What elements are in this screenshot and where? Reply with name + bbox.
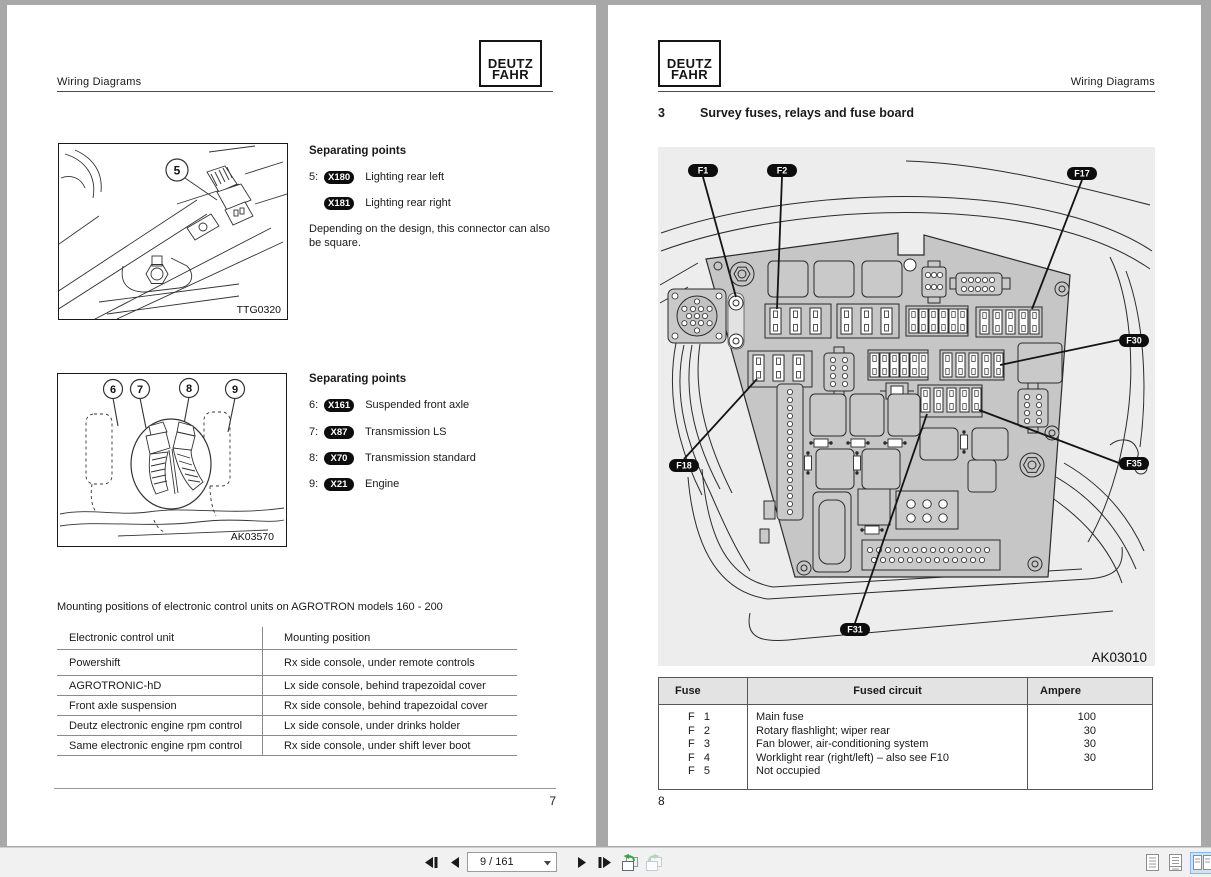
note-text: Depending on the design, this connector can also be square.	[309, 223, 550, 249]
last-page-icon[interactable]	[597, 856, 613, 869]
svg-text:7: 7	[136, 384, 144, 396]
fuse-table-body: F 1 F 2 F 3 F 4 F 5 Main fuse Rotary flashlight; wiper rear Fan blower, air-conditioning system Worklight rear (right/left) – also see F10 Not occupied 100 30 30 30	[659, 705, 1152, 790]
connector-tag: X161	[324, 399, 354, 412]
callout-circles	[104, 379, 245, 399]
table-row: AGROTRONIC-hD Lx side console, behind trapezoidal cover	[57, 676, 517, 696]
figure-caption: AK03570	[230, 531, 274, 543]
facing-pages-layout-icon[interactable]	[1190, 852, 1211, 874]
table-header-row: Electronic control unit Mounting position	[57, 627, 517, 650]
page-number: 8	[658, 794, 665, 808]
figure-separating-points	[57, 373, 287, 547]
svg-text:8: 8	[185, 383, 193, 395]
fuse-table	[658, 677, 1153, 790]
svg-text:F35: F35	[1126, 458, 1142, 469]
section-heading: Survey fuses, relays and fuse board	[700, 106, 914, 120]
section-title: Separating points	[309, 145, 407, 157]
table-title: Mounting positions of electronic control units on AGROTRON models 160 - 200	[57, 601, 443, 613]
single-page-layout-icon[interactable]	[1146, 854, 1160, 872]
document-page-right	[608, 5, 1201, 846]
deutz-fahr-logo: DEUTZ FAHR	[479, 40, 542, 87]
header-rule	[57, 91, 553, 92]
connector-tag: X87	[324, 426, 354, 439]
svg-text:F1: F1	[697, 165, 709, 176]
previous-view-icon[interactable]	[620, 854, 639, 871]
connector-tag: X70	[324, 452, 354, 465]
first-page-icon[interactable]	[424, 856, 440, 869]
continuous-layout-icon[interactable]	[1169, 854, 1183, 872]
previous-page-icon[interactable]	[449, 856, 461, 869]
callout-number: 5	[173, 163, 181, 178]
next-page-icon[interactable]	[576, 856, 588, 869]
connector-tag: X181	[324, 197, 354, 210]
footer-rule	[54, 788, 556, 789]
connector-tag: X21	[324, 478, 354, 491]
separating-point-item: 7: X87 Transmission LS	[309, 426, 447, 438]
section-number: 3	[658, 106, 665, 120]
svg-text:F30: F30	[1126, 335, 1142, 346]
viewer-toolbar	[0, 847, 1211, 877]
figure-connector-location	[58, 143, 288, 320]
separating-point-item: 5: X180 Lighting rear left	[309, 171, 445, 183]
document-page-left	[7, 5, 596, 846]
table-row: Powershift Rx side console, under remote controls	[57, 650, 517, 676]
svg-text:F17: F17	[1074, 168, 1090, 179]
separating-point-item: 9: X21 Engine	[309, 478, 400, 490]
page-indicator: 9 / 161	[480, 856, 514, 868]
running-header: Wiring Diagrams	[57, 76, 142, 88]
running-header: Wiring Diagrams	[1070, 76, 1155, 88]
section-title: Separating points	[309, 373, 407, 385]
figure-caption: TTG0320	[236, 304, 281, 316]
mounting-positions-table	[57, 627, 517, 756]
connector-tag: X180	[324, 171, 354, 184]
separating-point-item: 6: X161 Suspended front axle	[309, 399, 470, 411]
next-view-icon[interactable]	[644, 854, 663, 871]
svg-text:F18: F18	[676, 460, 692, 471]
page-number-input[interactable]	[467, 852, 557, 872]
svg-text:F2: F2	[776, 165, 788, 176]
table-row: Front axle suspension Rx side console, behind trapezoidal cover	[57, 696, 517, 716]
header-rule	[658, 91, 1155, 92]
page-number: 7	[549, 794, 556, 808]
table-row: Same electronic engine rpm control Rx side console, under shift lever boot	[57, 736, 517, 756]
svg-text:6: 6	[109, 384, 117, 396]
separating-point-item: 8: X70 Transmission standard	[309, 452, 476, 464]
svg-text:F31: F31	[847, 624, 863, 635]
deutz-fahr-logo: DEUTZ FAHR	[658, 40, 721, 87]
dropdown-caret-icon[interactable]	[544, 861, 551, 866]
fuse-board-figure	[658, 147, 1155, 666]
svg-text:9: 9	[231, 384, 239, 396]
fuse-table-header: Fuse Fused circuit Ampere	[659, 678, 1152, 705]
table-row: Deutz electronic engine rpm control Lx side console, under drinks holder	[57, 716, 517, 736]
separating-point-item: X181 Lighting rear right	[309, 196, 451, 210]
figure-caption: AK03010	[1091, 650, 1147, 665]
